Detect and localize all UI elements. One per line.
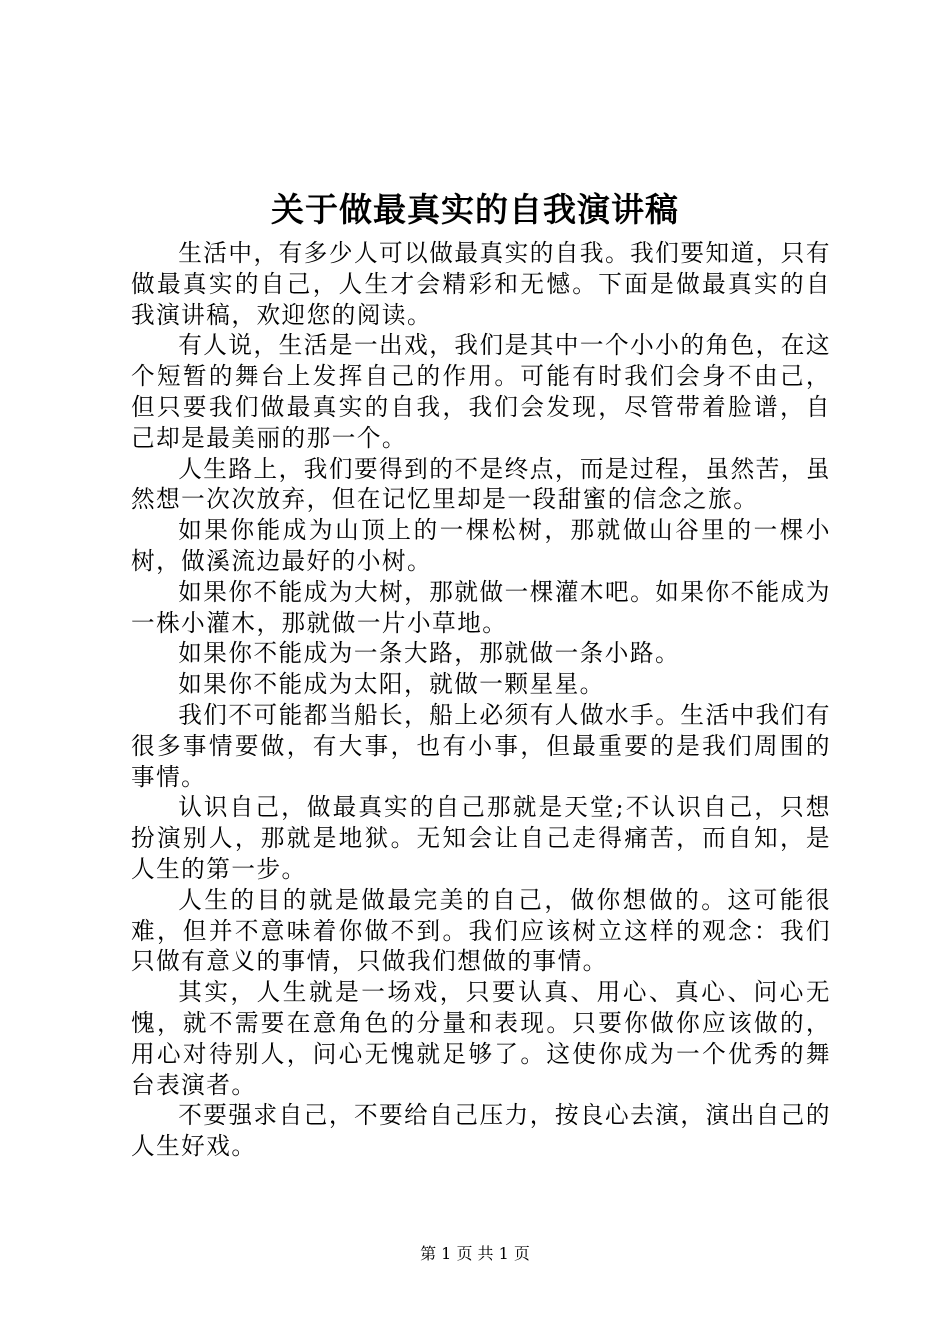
document-title: 关于做最真实的自我演讲稿 — [271, 190, 679, 229]
paragraph: 不要强求自己，不要给自己压力，按良心去演，演出自己的人生好戏。 — [131, 1101, 831, 1161]
paragraph: 生活中，有多少人可以做最真实的自我。我们要知道，只有做最真实的自己，人生才会精彩和无憾。下面是做最真实的自我演讲稿，欢迎您的阅读。 — [131, 239, 831, 329]
paragraph: 其实，人生就是一场戏，只要认真、用心、真心、问心无愧，就不需要在意角色的分量和表现。只要你做你应该做的，用心对待别人，问心无愧就足够了。这使你成为一个优秀的舞台表演者。 — [131, 978, 831, 1099]
page-footer: 第 1 页 共 1 页 — [420, 1244, 530, 1263]
paragraph: 如果你不能成为一条大路，那就做一条小路。 — [178, 639, 681, 668]
paragraph: 我们不可能都当船长，船上必须有人做水手。生活中我们有很多事情要做，有大事，也有小事，但最重要的是我们周围的事情。 — [131, 700, 831, 791]
paragraph: 人生路上，我们要得到的不是终点，而是过程，虽然苦，虽然想一次次放弃，但在记忆里却是一段甜蜜的信念之旅。 — [131, 454, 831, 514]
paragraph: 人生的目的就是做最完美的自己，做你想做的。这可能很难，但并不意味着你做不到。我们应该树立这样的观念：我们只做有意义的事情，只做我们想做的事情。 — [131, 885, 831, 976]
paragraph: 如果你不能成为大树，那就做一棵灌木吧。如果你不能成为一株小灌木，那就做一片小草地。 — [131, 577, 831, 637]
paragraph: 如果你能成为山顶上的一棵松树，那就做山谷里的一棵小树，做溪流边最好的小树。 — [131, 516, 831, 575]
paragraph: 有人说，生活是一出戏，我们是其中一个小小的角色，在这个短暂的舞台上发挥自己的作用。可能有时我们会身不由己，但只要我们做最真实的自我，我们会发现，尽管带着脸谱，自己却是最美丽的那一个。 — [131, 331, 831, 452]
paragraph: 认识自己，做最真实的自己那就是天堂;不认识自己，只想扮演别人，那就是地狱。无知会让自己走得痛苦，而自知，是人生的第一步。 — [131, 793, 831, 883]
document-body — [131, 238, 831, 1162]
paragraph: 如果你不能成为太阳，就做一颗星星。 — [178, 670, 605, 699]
